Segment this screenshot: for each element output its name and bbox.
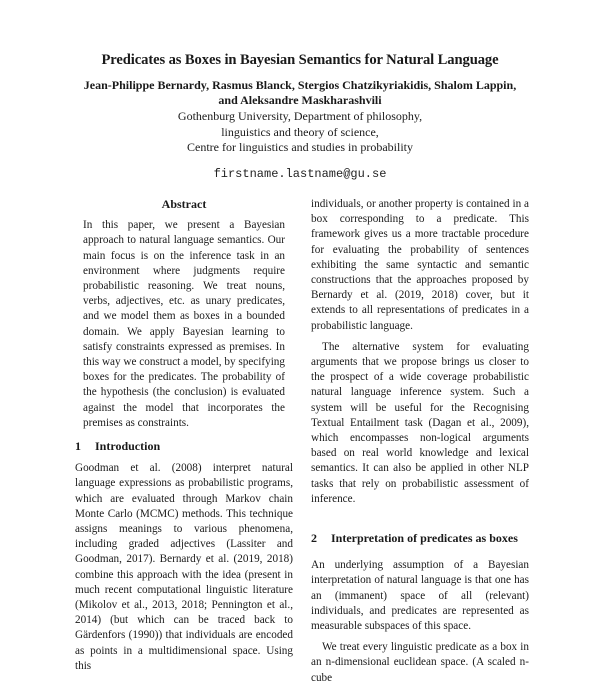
affiliation-line-3: Centre for linguistics and studies in probability (187, 140, 413, 154)
affiliation-line-2: linguistics and theory of science, (221, 124, 379, 139)
section-1-paragraph-2: The alternative system for evaluating arguments that we propose brings us closer to the prospect of a wide coverage probabilistic natural language inference system. Such a system will be useful for the Recognising Textual Entailment task (Dagan et al., 2009), which encompasses non-logical arguments based on real world knowledge and lexical semantics. It can also be applied in other NLP tasks that rely on probabilistic assessment of inference. (311, 340, 529, 505)
author-email: firstname.lastname@gu.se (213, 167, 387, 181)
abstract-text: In this paper, we present a Bayesian approach to natural language semantics. Our main focus is on the inference task in an environment where judgments require probabilistic reasoning. We treat nouns, verbs, adjectives, etc. as unary predicates, and we model them as boxes in a bounded domain. We apply Bayesian learning to satisfy constraints expressed as premises. In this way we construct a model, by specifying boxes for the predicates. The probability of the hypothesis (the conclusion) is evaluated against the model that incorporates the premises as constraints. (83, 219, 285, 429)
section-1-paragraph-continued: individuals, or another property is contained in a box corresponding to a predicate. This framework gives us a more tractable procedure for evaluating the probability of sentences exhibiting the same syntactic and semantic constructions that the approaches proposed by Bernardy et al. (2019, 2018) cover, but it extends to all representations of predicates in a probabilistic language. (311, 198, 529, 332)
right-column (311, 197, 529, 686)
abstract (83, 218, 285, 431)
section-2-heading (311, 531, 529, 546)
section-1-title: Introduction (95, 439, 161, 454)
section-2-number: 2 (311, 531, 317, 546)
section-2-paragraph-1: An underlying assumption of a Bayesian interpretation of natural language is that one has an (immanent) space of all (relevant) individuals, and predicates are represented as measurable subspaces of this space. (311, 559, 529, 633)
section-2-title: Interpretation of predicates as boxes (331, 531, 518, 546)
left-column (75, 197, 293, 674)
section-1-paragraph-1: Goodman et al. (2008) interpret natural language expressions as probabilistic programs, which are evaluated through Markov chain Monte Carlo (MCMC) methods. This technique assigns meanings to various phenomena, including graded adjectives (Lassiter and Goodman, 2017). Bernardy et al. (2019, 2018) combine this approach with the idea (present in much recent computational linguistic literature (Mikolov et al., 2013, 2018; Pennington et al., 2014) (but which can be traced back to Gärdenfors (1990)) that individuals are encoded as points in a multidimensional space. Using this (75, 462, 293, 672)
authors-line-1: Jean-Philippe Bernardy, Rasmus Blanck, Stergios Chatzikyriakidis, Shalom Lappin, (83, 78, 517, 92)
authors-line-2: and Aleksandre Maskharashvili (218, 93, 382, 107)
abstract-heading: Abstract (161, 197, 207, 211)
section-1-heading (75, 439, 293, 454)
affiliation-line-1: Gothenburg University, Department of philosophy, (177, 109, 423, 123)
paper-title: Predicates as Boxes in Bayesian Semantics for Natural Language (101, 52, 499, 68)
author-list (0, 78, 600, 108)
section-1-number: 1 (75, 439, 81, 454)
affiliation (0, 109, 600, 156)
section-2-paragraph-2: We treat every linguistic predicate as a box in an n-dimensional euclidean space. (A scaled n-cube (311, 641, 529, 684)
